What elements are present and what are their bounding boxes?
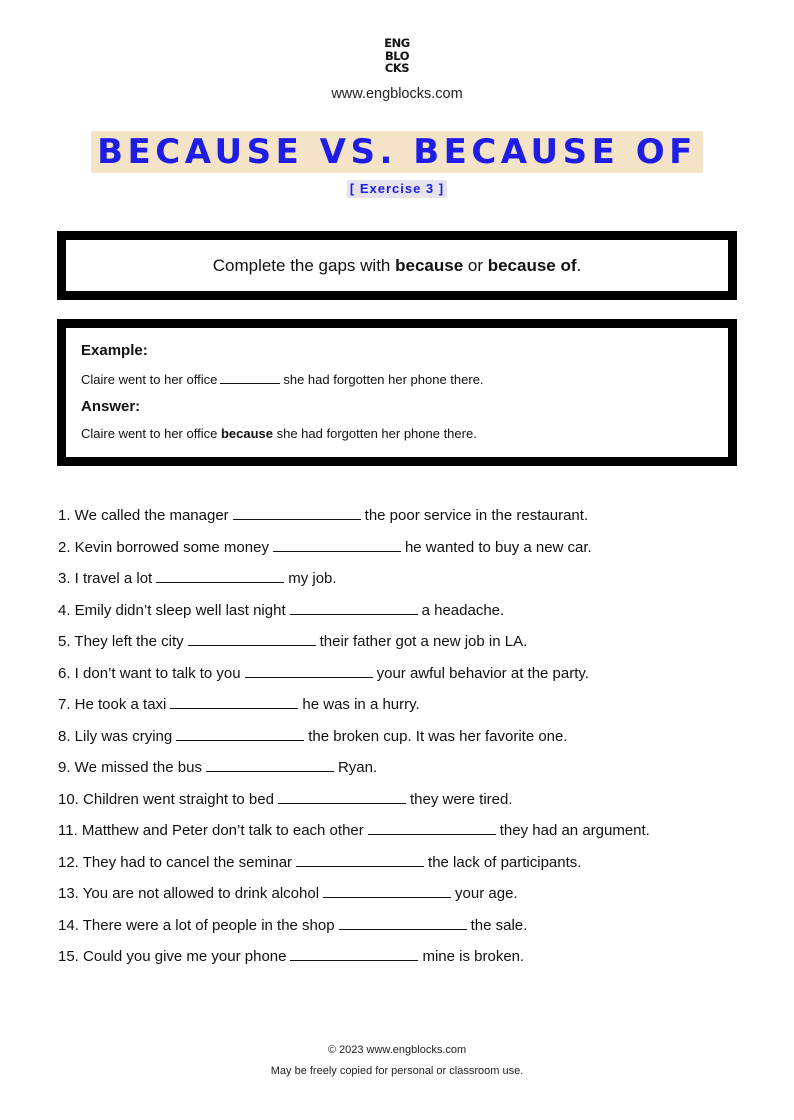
item-text-before: 1. We called the manager	[58, 507, 229, 524]
exercise-item	[58, 818, 748, 850]
item-text-before: 13. You are not allowed to drink alcohol	[58, 885, 320, 902]
item-text-before: 2. Kevin borrowed some money	[58, 538, 269, 556]
exercise-item	[58, 913, 748, 945]
exercise-item	[58, 881, 748, 913]
example-blank	[220, 371, 280, 384]
item-text-before: 5. They left the city	[58, 633, 184, 650]
item-text-after: my job.	[288, 570, 337, 587]
item-text-after: your awful behavior at the party.	[376, 664, 589, 682]
instructions-suffix: .	[576, 256, 582, 275]
item-text-before: 8. Lily was crying	[58, 727, 173, 745]
answer-label: Answer:	[81, 398, 141, 415]
gap-blank[interactable]	[339, 913, 467, 930]
item-text-after: the broken cup. It was her favorite one.	[308, 727, 568, 745]
engblocks-logo	[0, 37, 794, 75]
exercise-item	[58, 566, 748, 598]
item-text-after: they were tired.	[409, 790, 513, 808]
gap-blank[interactable]	[278, 787, 406, 804]
exercise-item	[58, 598, 748, 630]
exercise-item	[58, 787, 748, 819]
exercise-item	[58, 503, 748, 535]
site-url[interactable]: www.engblocks.com	[331, 86, 463, 102]
exercise-item	[58, 755, 748, 787]
item-text-before: 4. Emily didn’t sleep well last night	[58, 601, 286, 619]
item-text-after: their father got a new job in LA.	[319, 633, 528, 650]
gap-blank[interactable]	[176, 724, 304, 741]
gap-blank[interactable]	[233, 503, 361, 520]
answer-sentence	[81, 426, 477, 441]
instructions-keyword-because-of: because of	[487, 256, 577, 275]
logo-line-1: ENG	[384, 36, 410, 50]
item-text-after: a headache.	[421, 601, 505, 619]
logo-line-2: BLO	[385, 48, 409, 63]
example-box	[57, 319, 737, 466]
item-text-before: 14. There were a lot of people in the shop	[58, 916, 335, 934]
gap-blank[interactable]	[206, 755, 334, 772]
gap-blank[interactable]	[323, 881, 451, 898]
item-text-after: the sale.	[470, 916, 528, 934]
item-text-after: they had an argument.	[499, 822, 650, 839]
item-text-after: he wanted to buy a new car.	[404, 538, 592, 556]
item-text-after: the poor service in the restaurant.	[364, 507, 589, 524]
item-text-before: 6. I don’t want to talk to you	[58, 664, 241, 682]
item-text-after: he was in a hurry.	[302, 696, 420, 713]
answer-word: because	[220, 426, 273, 441]
exercise-item	[58, 850, 748, 882]
worksheet-title: BECAUSE VS. BECAUSE OF	[91, 131, 703, 173]
exercise-item	[58, 535, 748, 567]
gap-blank[interactable]	[296, 850, 424, 867]
gap-blank[interactable]	[245, 661, 373, 678]
instructions-middle: or	[463, 256, 488, 275]
instructions-box	[57, 231, 737, 300]
footer-license: May be freely copied for personal or classroom use.	[270, 1065, 524, 1077]
gap-blank[interactable]	[156, 566, 284, 583]
exercise-list	[58, 503, 748, 976]
item-text-before: 10. Children went straight to bed	[58, 790, 274, 808]
exercise-item	[58, 944, 748, 976]
gap-blank[interactable]	[290, 598, 418, 615]
item-text-before: 15. Could you give me your phone	[58, 948, 287, 965]
gap-blank[interactable]	[188, 629, 316, 646]
logo-line-3: CKS	[384, 61, 410, 75]
gap-blank[interactable]	[290, 944, 418, 961]
answer-before: Claire went to her office	[81, 426, 221, 441]
gap-blank[interactable]	[273, 535, 401, 552]
exercise-number: [ Exercise 3 ]	[347, 180, 447, 198]
instructions-keyword-because: because	[395, 256, 464, 275]
item-text-after: Ryan.	[337, 759, 378, 776]
exercise-item	[58, 661, 748, 693]
exercise-item	[58, 692, 748, 724]
item-text-before: 3. I travel a lot	[58, 570, 153, 587]
example-after: she had forgotten her phone there.	[283, 372, 484, 387]
item-text-before: 9. We missed the bus	[58, 759, 202, 776]
item-text-before: 7. He took a taxi	[58, 696, 167, 713]
item-text-before: 12. They had to cancel the seminar	[58, 853, 293, 871]
exercise-item	[58, 724, 748, 756]
item-text-after: your age.	[455, 885, 518, 902]
gap-blank[interactable]	[368, 818, 496, 835]
footer-copyright: © 2023 www.engblocks.com	[327, 1044, 467, 1056]
instructions-prefix: Complete the gaps with	[212, 256, 396, 275]
example-before: Claire went to her office	[81, 372, 218, 387]
example-label: Example:	[81, 342, 148, 359]
answer-after: she had forgotten her phone there.	[273, 426, 477, 441]
gap-blank[interactable]	[170, 692, 298, 709]
item-text-after: mine is broken.	[422, 948, 525, 965]
item-text-before: 11. Matthew and Peter don’t talk to each other	[58, 822, 364, 839]
exercise-item	[58, 629, 748, 661]
item-text-after: the lack of participants.	[428, 853, 582, 871]
example-sentence	[81, 371, 484, 387]
